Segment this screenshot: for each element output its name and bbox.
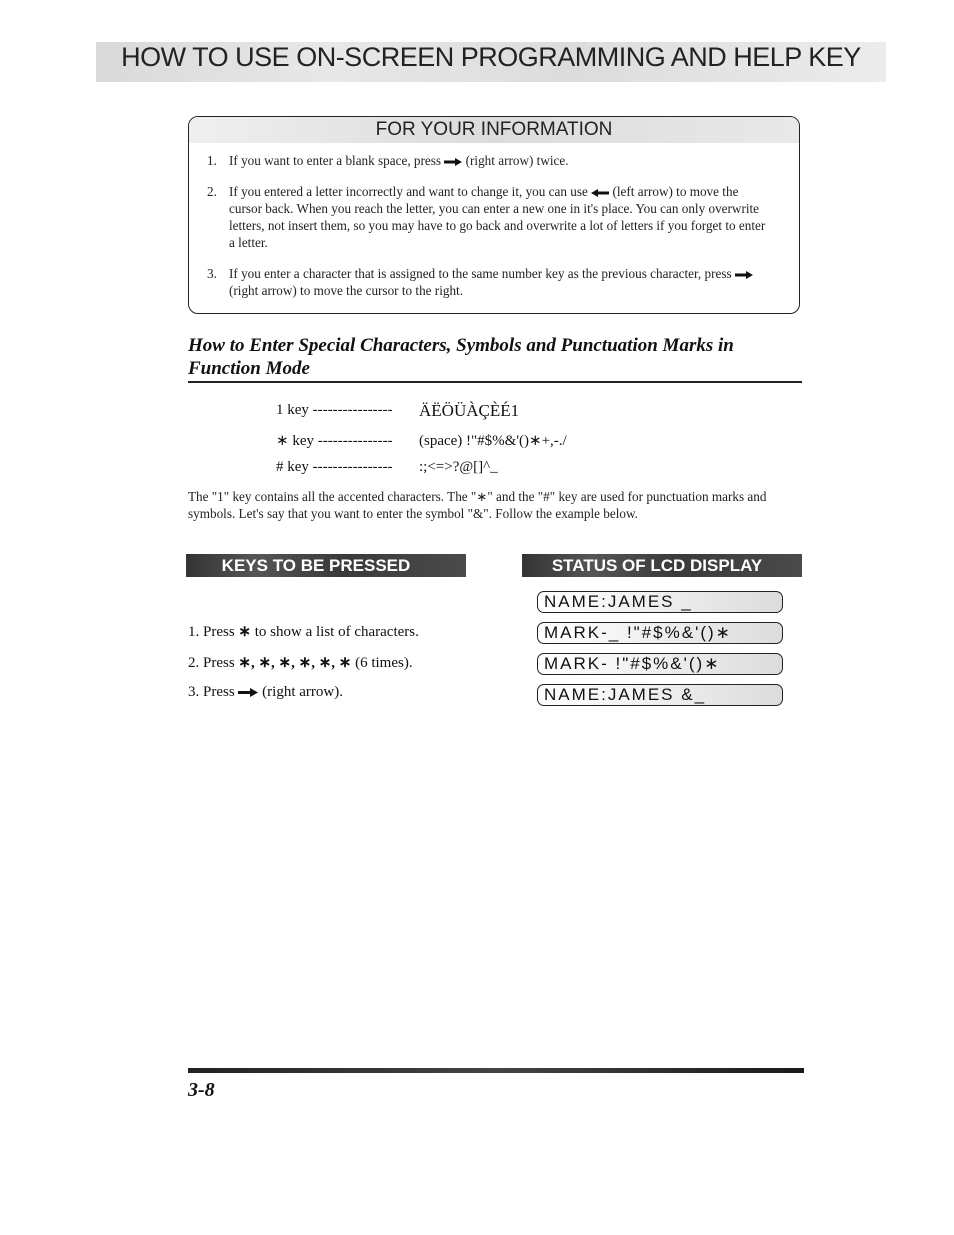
lcd-display-4: NAME:JAMES &_ (537, 684, 783, 706)
star-key-symbol: ∗ (238, 624, 251, 640)
section-title: How to Enter Special Characters, Symbols and Punctuation Marks in Function Mode (188, 335, 734, 379)
info-item-text: (right arrow) to move the cursor to the right. (229, 283, 464, 298)
info-box-title: FOR YOUR INFORMATION (375, 119, 613, 140)
step-text: 3. Press (188, 684, 239, 700)
info-item-2 (207, 183, 769, 251)
info-item-number: 1. (207, 153, 217, 168)
star-key-symbols: ∗, ∗, ∗, ∗, ∗, ∗ (238, 655, 352, 671)
info-box (188, 116, 800, 314)
key-label: # key ---------------- (276, 459, 393, 475)
right-arrow-icon (444, 158, 462, 166)
step-text: 2. Press (188, 655, 239, 671)
lcd-display-3: MARK- !"#$%&'()∗ (537, 653, 783, 675)
step-1 (188, 622, 419, 641)
key-row-1 (276, 401, 520, 424)
right-arrow-icon (238, 688, 258, 697)
info-item-number: 3. (207, 266, 217, 281)
info-item-number: 2. (207, 184, 217, 199)
key-characters: :;<=>?@[]^_ (419, 459, 498, 475)
key-label: 1 key ---------------- (276, 402, 393, 418)
key-row-2 (276, 431, 567, 455)
info-item-text: If you want to enter a blank space, press (229, 153, 442, 168)
page-number: 3-8 (188, 1079, 215, 1101)
info-item-text: If you enter a character that is assigned to the same number key as the previous character, press (229, 266, 732, 281)
step-text: to show a list of characters. (251, 624, 419, 640)
right-arrow-icon (735, 271, 753, 279)
lcd-header-label: STATUS OF LCD DISPLAY (551, 556, 763, 575)
info-item-3 (207, 265, 769, 299)
key-label: ∗ key --------------- (276, 433, 393, 449)
step-text: (6 times). (351, 655, 413, 671)
step-2 (188, 653, 413, 672)
lcd-display-1: NAME:JAMES _ (537, 591, 783, 613)
step-text: 1. Press (188, 624, 239, 640)
info-item-1 (207, 152, 769, 169)
info-item-text: (left arrow) to move the cursor back. When you reach the letter, you can enter a new one in it's place. You can only overwrite letters, not insert them, so you may have to go back and overwrite a lot of letters if you forget to enter a letter. (229, 184, 766, 250)
intro-paragraph: The "1" key contains all the accented characters. The "∗" and the "#" key are used for punctuation marks and symbols. Let's say that you want to enter the symbol "&". Follow the example below. (188, 489, 767, 521)
info-item-text: If you entered a letter incorrectly and want to change it, you can use (229, 184, 588, 199)
key-characters: ÄËÖÜÀÇÈÉ1 (419, 401, 520, 420)
key-row-3 (276, 459, 498, 481)
keys-header-label: KEYS TO BE PRESSED (221, 556, 411, 575)
key-characters: (space) !"#$%&'()∗+,-./ (419, 433, 567, 449)
step-text: (right arrow). (258, 684, 343, 700)
step-3 (188, 684, 343, 701)
left-arrow-icon (591, 189, 609, 197)
footer-divider (188, 1068, 804, 1073)
lcd-display-2: MARK-_ !"#$%&'()∗ (537, 622, 783, 644)
page-header-title: HOW TO USE ON-SCREEN PROGRAMMING AND HELP KEY (121, 42, 861, 72)
section-divider (188, 381, 802, 383)
info-item-text: (right arrow) twice. (465, 153, 569, 168)
